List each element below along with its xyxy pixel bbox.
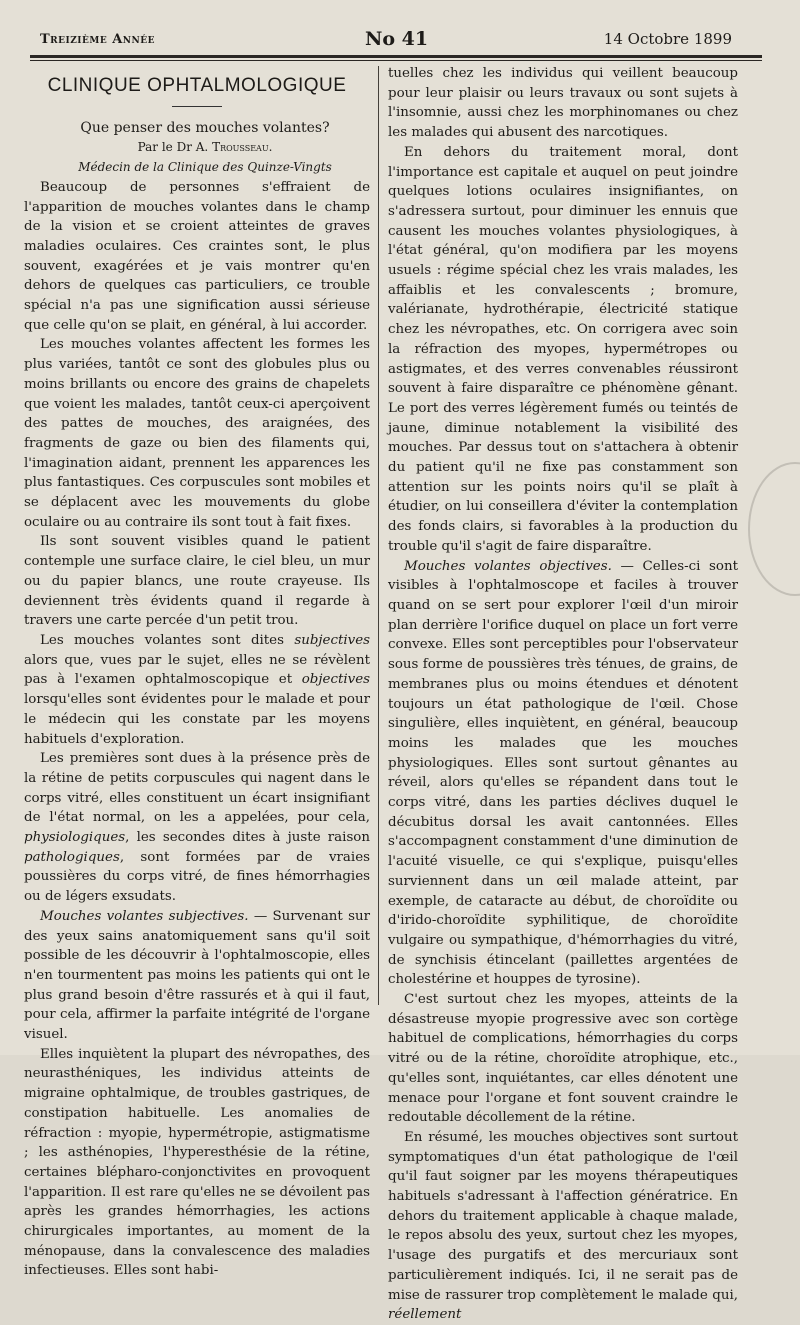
- emphasis: pathologiques: [24, 849, 120, 865]
- text-run: , les secondes dites à juste raison: [125, 830, 370, 846]
- paragraph: [24, 749, 370, 907]
- paragraph: [388, 557, 738, 990]
- volume-year: Treizième Année: [40, 32, 155, 47]
- header-rule-thick: [30, 55, 762, 58]
- text-run: lorsqu'elles sont évidentes pour le malade et pour le médecin qui les constate par les moyens habituels d'exploration.: [24, 692, 370, 747]
- left-column: [24, 64, 370, 1281]
- paragraph: Ils sont souvent visibles quand le patient contemple une surface claire, le ciel bleu, un mur ou du papier blancs, une route crayeuse. Ils deviennent très évidents quand il regarde à travers une carte percée d'un petit trou.: [24, 534, 370, 629]
- paragraph: Les mouches volantes affectent les formes les plus variées, tantôt ce sont des globules plus ou moins brillants ou encore des grains de chapelets que voient les malades, tantôt ceux-ci aperçoivent des pattes de mouches, des araignées, des fragments de gaze ou bien des filaments qui, l'imagination aidant, prennent les apparences les plus fantastiques. Ces corpuscules sont mobiles et se déplacent avec les mouvements du globe oculaire ou au contraire ils sont tout à fait fixes.: [24, 337, 370, 530]
- text-run: alors que, vues par le sujet, elles ne se révèlent pas à l'examen ophtalmoscopique et: [24, 652, 370, 688]
- library-stamp: [748, 462, 800, 596]
- paragraph: tuelles chez les individus qui veillent beaucoup pour leur plaisir ou leurs travaux ou sont sujets à l'insomnie, aussi chez les morphinomanes ou chez les malades qui abusent des narcotiques.: [388, 66, 738, 141]
- page-header: [40, 30, 732, 52]
- author-line: [24, 138, 370, 158]
- article-subtitle: Que penser des mouches volantes?: [80, 119, 330, 136]
- emphasis: physiologiques: [24, 830, 126, 846]
- section-heading-inline: Mouches volantes subjectives.: [40, 908, 249, 924]
- emphasis: objectives: [301, 672, 370, 688]
- issue-number: No 41: [365, 28, 429, 50]
- emphasis: réellement: [388, 1307, 462, 1323]
- text-run: , sont formées par de vraies poussières du corps vitré, de fines hémorrhagies ou de légers exsudats.: [24, 849, 370, 905]
- column-divider: [378, 66, 379, 1005]
- emphasis: subjectives: [294, 632, 370, 648]
- paragraph: [24, 907, 370, 1045]
- text-run: — Survenant sur des yeux sains anatomiquement sans qu'il soit possible de les découvrir à l'ophtalmoscopie, elles n'en tourmentent pas moins les patients qui ont le plus grand besoin d'être rassurés et à qui il faut, pour cela, affirmer la parfaite intégrité de l'organe visuel.: [24, 908, 371, 1043]
- paragraph: [388, 1128, 738, 1325]
- section-heading-inline: Mouches volantes objectives.: [404, 558, 612, 574]
- issue-date: 14 Octobre 1899: [603, 30, 732, 48]
- paragraph: [24, 631, 370, 749]
- author-name: Trousseau.: [212, 140, 273, 155]
- text-run: En résumé, les mouches objectives sont surtout symptomatiques d'un état pathologique de l'œil qu'il faut soigner par les moyens thérapeutiques habituels s'adressant à l'affection génératrice. En dehors du traitement applicable à chaque malade, le repos absolu des yeux, surtout chez les myopes, l'usage des purgatifs et des mercuriaux sont particulièrement indiqués. Ici, il ne serait pas de mise de rassurer trop complètement le malade qui,: [388, 1129, 738, 1303]
- paragraph: Beaucoup de personnes s'effraient de l'apparition de mouches volantes dans le champ de la vision et se croient atteintes de graves maladies oculaires. Ces craintes sont, le plus souvent, exagérées et je vais montrer qu'en dehors de quelques cas particuliers, ce trouble spécial n'a pas une signification aussi sérieuse que celle qu'on se plait, en général, à lui accorder.: [24, 179, 370, 333]
- text-run: — Celles-ci sont visibles à l'ophtalmoscope et faciles à trouver quand on se sert pour explorer l'œil d'un miroir plan derrière l'orifice duquel on place un fort verre convexe. Elles sont perceptibles pour l'observateur sous forme de poussières très ténues, de grains, de membranes plus ou moins étendues et dénotent toujours un état pathologique de l'œil. Chose singulière, elles inquiètent, en général, beaucoup moins les malades que les mouches physiologiques. Elles sont surtout gênantes au réveil, alors qu'elles se répandent dans tout le corps vitré, dans les parties déclives duquel le décubitus dorsal les avait cantonnées. Elles s'accompagnent constamment d'une diminution de l'acuité visuelle, ce qui s'explique, puisqu'elles surviennent dans un œil malade atteint, par exemple, de cataracte au début, de choroïdite ou d'irido-choroïdite syphilitique, de choroïdite vulgaire ou sympathique, d'hémorrhagies du vitré, de synchisis étincelant (paillettes argentées de cholestérine et houppes de tyrosine).: [388, 558, 738, 988]
- author-affiliation: Médecin de la Clinique des Quinze-Vingts: [78, 160, 332, 175]
- text-run: Les premières sont dues à la présence près de la rétine de petits corpuscules qui nagent dans le corps vitré, elles constituent un écart insignifiant de l'état normal, on les a appelées, pour cela,: [24, 751, 370, 826]
- right-column: [388, 64, 738, 1325]
- title-divider: [172, 106, 222, 107]
- author-prefix: Par le Dr A.: [137, 140, 213, 155]
- paragraph: Elles inquiètent la plupart des névropathes, des neurasthéniques, les individus atteints de migraine ophtalmique, de troubles gastriques, de constipation habituelle. Les anomalies de réfraction : myopie, hypermétropie, astigmatisme ; les asthénopies, l'hyperesthésie de la rétine, certaines blépharo-conjonctivites en provoquent l'apparition. Il est rare qu'elles ne se dévoilent pas après les grandes hémorrhagies, les actions chirurgicales importantes, au moment de la ménopause, dans la convalescence des maladies infectieuses. Elles sont habi-: [24, 1046, 370, 1279]
- section-title: CLINIQUE OPHTALMOLOGIQUE: [47, 75, 347, 96]
- paragraph: C'est surtout chez les myopes, atteints de la désastreuse myopie progressive avec son cortège habituel de complications, hémorrhagies du corps vitré ou de la rétine, choroïdite atrophique, etc., qu'elles sont, inquiétantes, car elles dénotent une menace pour l'organe et font souvent craindre le redoutable décollement de la rétine.: [388, 992, 738, 1126]
- paragraph: En dehors du traitement moral, dont l'importance est capitale et auquel on peut joindre quelques lotions oculaires insignifiantes, on s'adressera surtout, pour diminuer les ennuis que causent les mouches volantes physiologiques, à l'état général, qu'on modifiera par les moyens usuels : régime spécial chez les vrais malades, les affaiblis et les convalescents ; bromure, valérianate, hydrothérapie, électricité statique chez les névropathes, etc. On corrigera avec soin la réfraction des myopes, hypermétropes ou astigmates, et des verres convenables réussiront souvent à faire disparaître ce phénomène gênant. Le port des verres légèrement fumés ou teintés de jaune, diminue notablement la visibilité des mouches. Par dessus tout on s'attachera à obtenir du patient qu'il ne fixe pas constamment son attention sur les points noirs qu'il se plaît à étudier, on lui conseillera d'éviter la contemplation des fonds clairs, si favorables à la production du trouble qu'il s'agit de faire disparaître.: [388, 144, 738, 554]
- header-rule-thin: [30, 60, 762, 61]
- text-run: Les mouches volantes sont dites: [40, 632, 295, 648]
